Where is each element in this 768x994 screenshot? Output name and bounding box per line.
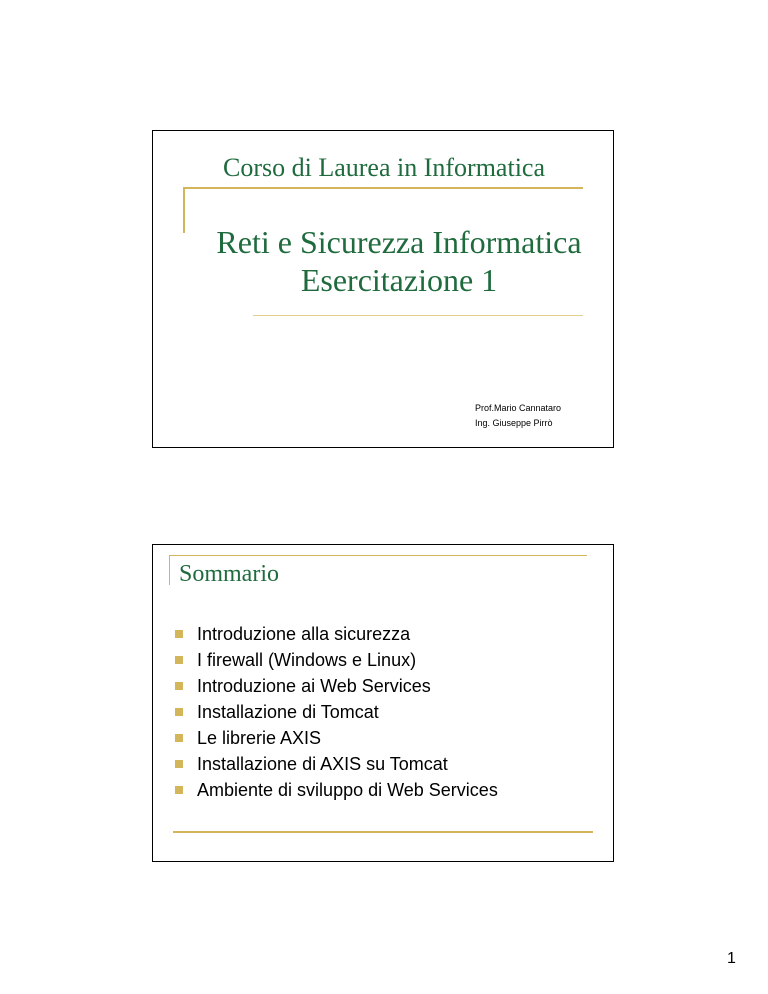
course-name: Corso di Laurea in Informatica bbox=[223, 153, 545, 182]
list-item bbox=[175, 751, 498, 777]
decorative-line-bottom bbox=[173, 831, 593, 833]
bullet-list bbox=[175, 621, 498, 803]
square-bullet-icon bbox=[175, 760, 183, 768]
decorative-line-horizontal bbox=[183, 187, 583, 189]
title-line-1: Reti e Sicurezza Informatica bbox=[216, 224, 582, 260]
list-item bbox=[175, 777, 498, 803]
summary-slide bbox=[152, 544, 614, 862]
page-number: 1 bbox=[727, 950, 736, 967]
slide-heading: Sommario bbox=[179, 561, 279, 587]
square-bullet-icon bbox=[175, 682, 183, 690]
list-item bbox=[175, 725, 498, 751]
list-item-text: Introduzione alla sicurezza bbox=[197, 623, 411, 644]
title-line-2: Esercitazione 1 bbox=[300, 262, 498, 298]
list-item bbox=[175, 699, 498, 725]
square-bullet-icon bbox=[175, 630, 183, 638]
title-underline bbox=[253, 315, 583, 316]
author-1: Prof.Mario Cannataro bbox=[475, 403, 562, 413]
slide-title bbox=[183, 223, 615, 299]
list-item-text: Ambiente di sviluppo di Web Services bbox=[197, 779, 498, 800]
square-bullet-icon bbox=[175, 734, 183, 742]
list-item-text: Introduzione ai Web Services bbox=[197, 675, 431, 696]
list-item bbox=[175, 647, 498, 673]
list-item bbox=[175, 673, 498, 699]
square-bullet-icon bbox=[175, 708, 183, 716]
list-item bbox=[175, 621, 498, 647]
square-bullet-icon bbox=[175, 656, 183, 664]
list-item-text: Le librerie AXIS bbox=[197, 727, 322, 748]
decorative-line-horizontal bbox=[169, 555, 587, 556]
list-item-text: Installazione di Tomcat bbox=[197, 701, 379, 722]
decorative-line-vertical bbox=[169, 555, 170, 585]
square-bullet-icon bbox=[175, 786, 183, 794]
list-item-text: I firewall (Windows e Linux) bbox=[197, 649, 417, 670]
author-2: Ing. Giuseppe Pirrò bbox=[475, 418, 553, 428]
title-slide bbox=[152, 130, 614, 448]
authors bbox=[475, 401, 561, 431]
list-item-text: Installazione di AXIS su Tomcat bbox=[197, 753, 448, 774]
